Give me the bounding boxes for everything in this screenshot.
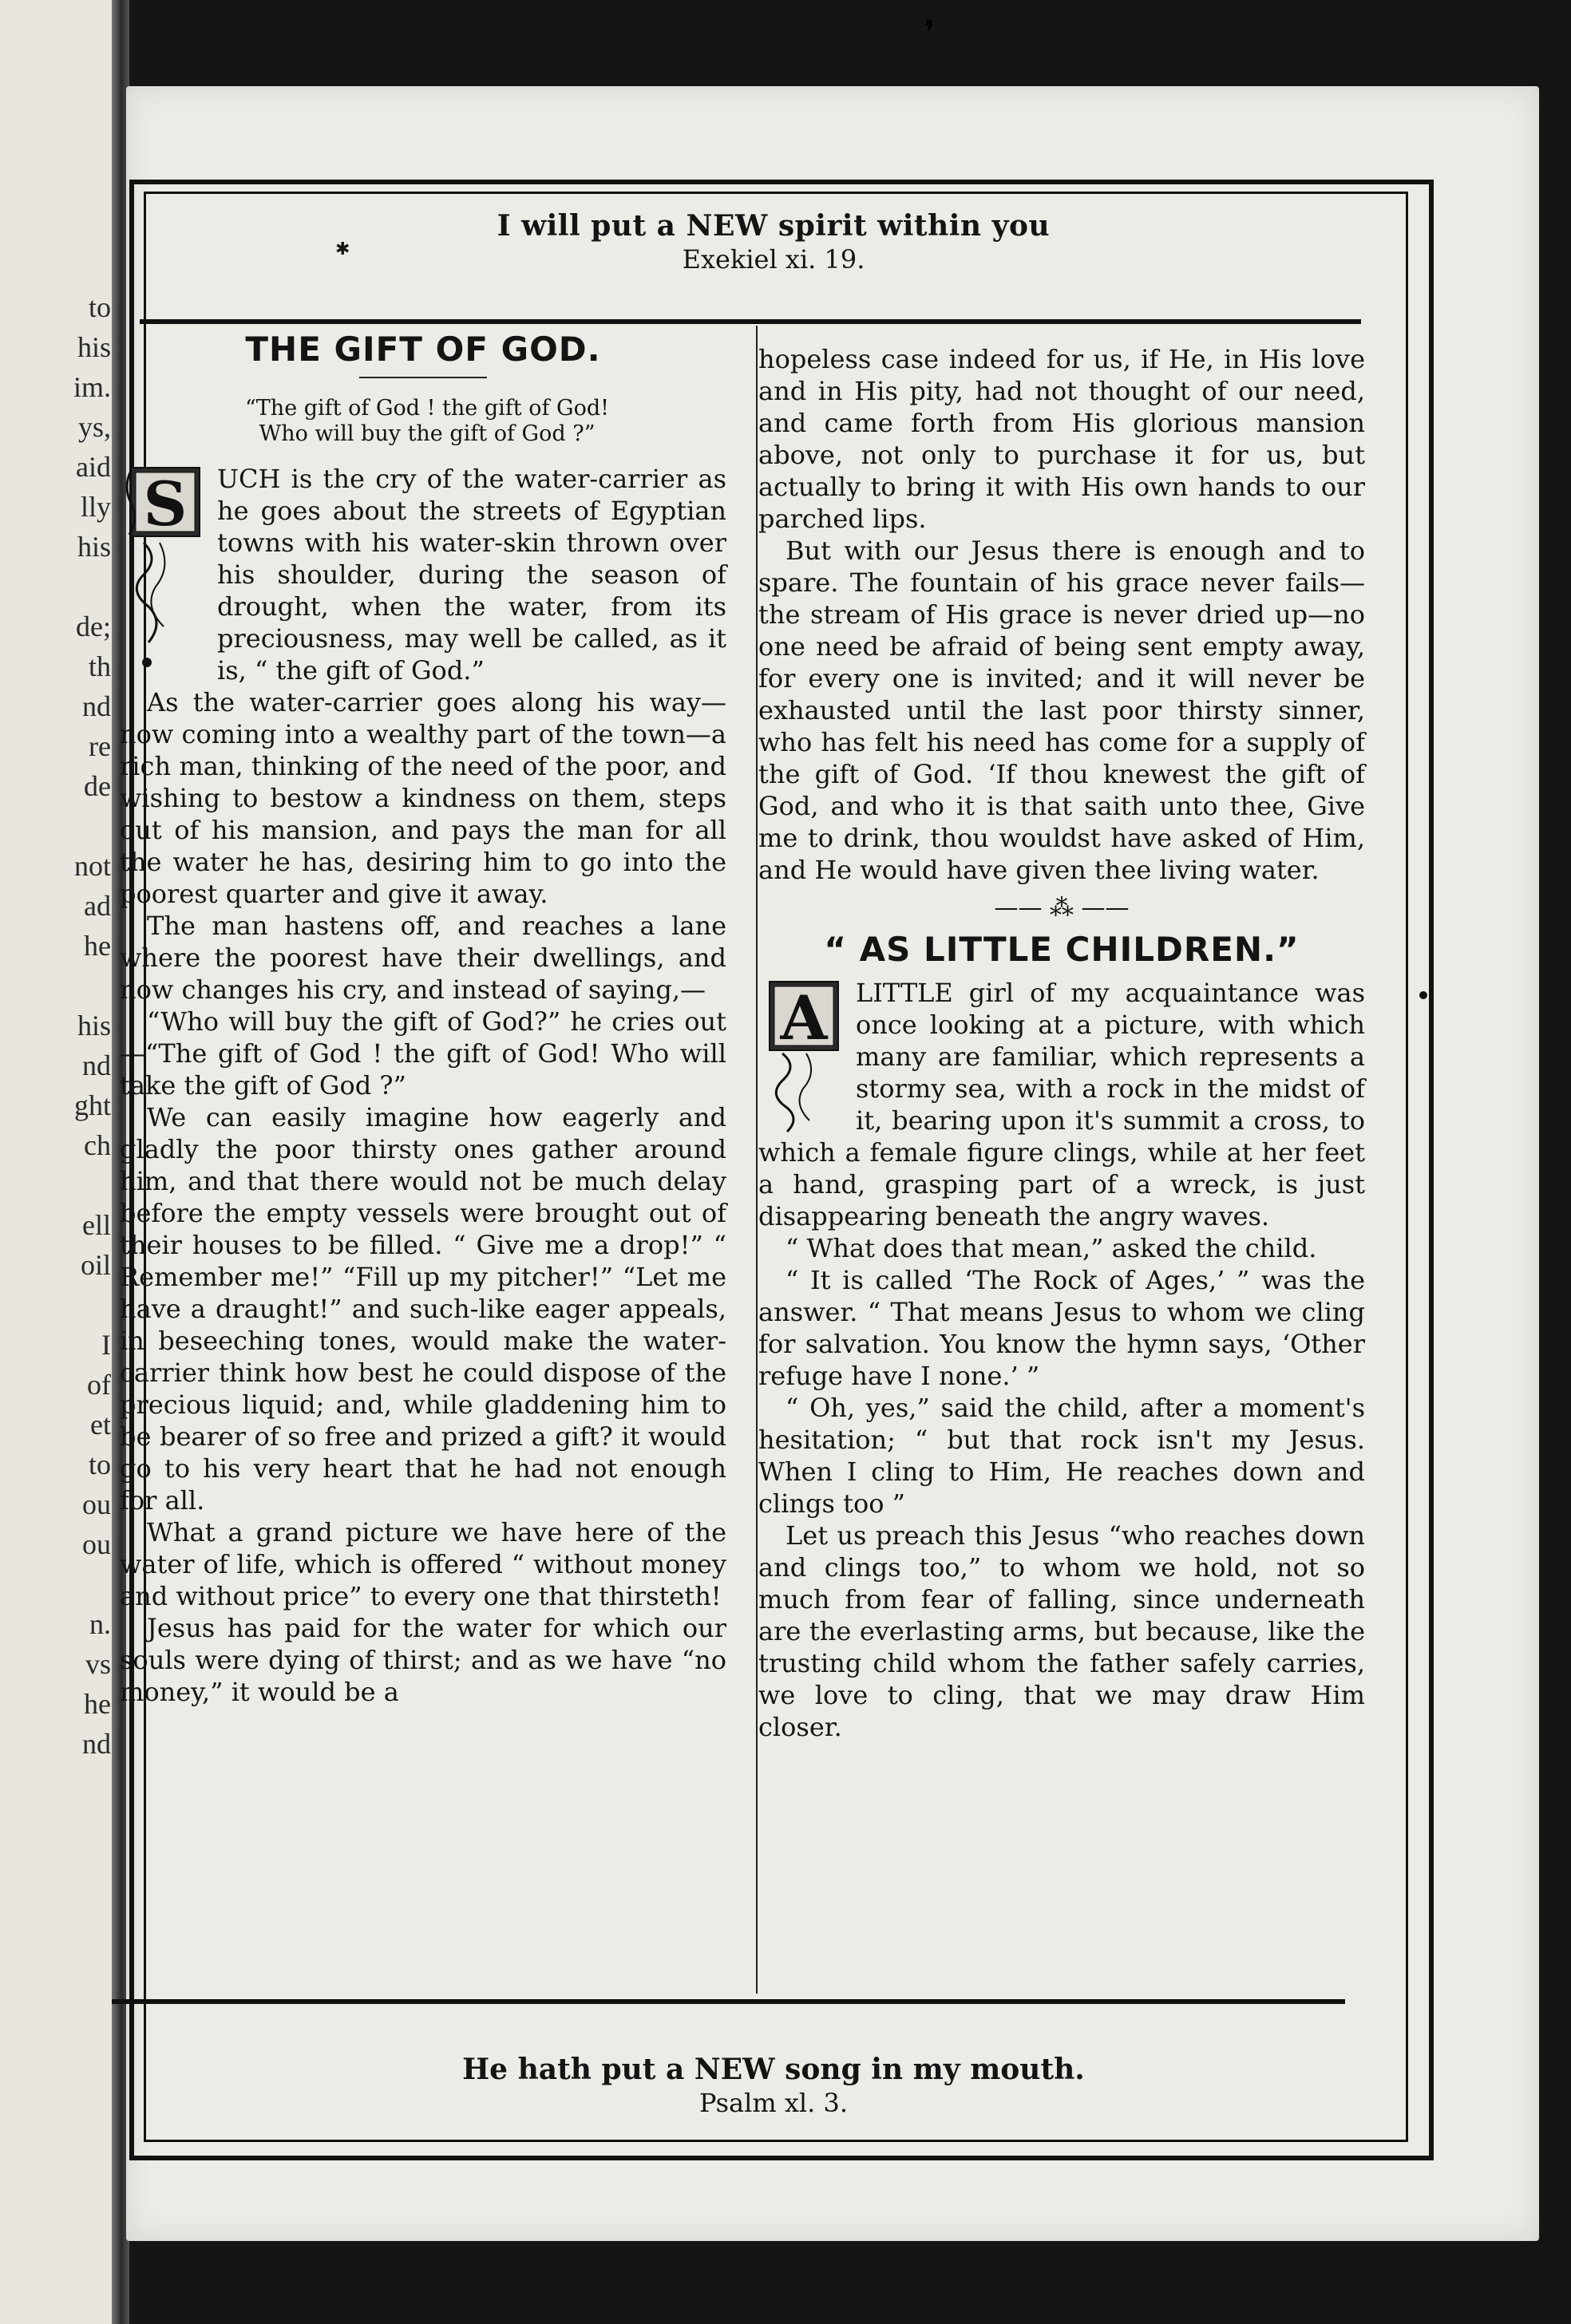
paragraph: Let us preach this Jesus “who reaches down and clings too,” to whom we hold, not so much from fear of falling, since underneath are the everlasting arms, but because, like the trusting child whom the father safely carries, we love to cling, that we may draw Him closer. (758, 1520, 1365, 1742)
footer-quote-reference: Psalm xl. 3. (698, 2088, 849, 2118)
right-column (758, 343, 1365, 1743)
ornamental-dropcap-a-icon (758, 977, 846, 1136)
footer-quote-text: He hath put a NEW song in my mouth. (462, 2053, 1085, 2086)
title-underline (359, 377, 487, 378)
paragraph: hopeless case indeed for us, if He, in His love and in His pity, had not thought of our need, and came forth from His glorious mansion above, not only to purchase it for us, but actually to bring it with His own hands to our parched lips. (758, 344, 1365, 534)
facing-page-edge (0, 0, 116, 2324)
article-body-gift (120, 463, 726, 1708)
ink-mark-icon: ❜ (924, 14, 935, 51)
paragraph: “ What does that mean,” asked the child. (786, 1233, 1317, 1263)
epigraph-line: Who will buy the gift of God ?” (259, 421, 596, 446)
article-title-as-little-children: “ AS LITTLE CHILDREN.” (824, 930, 1300, 969)
paragraph: We can easily imagine how eagerly and gladly the poor thirsty ones gather around him, and that there would not be much delay before the empty vessels were brought out of their houses to be filled. “ Give me a drop!” “ Remember me!” “Fill up my pitcher!” “Let me have a draught!” and such-like eager appeals, in beseeching tones, would make the water-carrier think how best he could dispose of the precious liquid; and, while gladdening him to be bearer of so free and prized a gift? it would go to his very heart that he had not enough for all. (120, 1102, 726, 1516)
paragraph: UCH is the cry of the water-carrier as he goes about the streets of Egyptian towns with his water-skin thrown over his shoulder, during the season of drought, when the water, from its preciousness, may well be called, as it is, “ the gift of God.” (217, 464, 726, 686)
header-quote-reference: Exekiel xi. 19. (682, 244, 865, 275)
dropcap-letter: A (780, 982, 828, 1053)
header-quote (144, 209, 1403, 275)
paragraph: “Who will buy the gift of God?” he cries out—“The gift of God ! the gift of God! Who will take the gift of God ?” (120, 1006, 726, 1101)
footer-quote (144, 2053, 1403, 2118)
facing-page-text: to his im. ys, aid lly his de; th nd re de not ad he his nd ght ch ell oil I of et to ou ou n. vs he nd (73, 291, 111, 1760)
bottom-rule (112, 1999, 1345, 2004)
section-ornament-icon: —— ⁂ —— (994, 894, 1130, 922)
article-body-children (758, 977, 1365, 1743)
ornamental-dropcap-s-icon (120, 463, 208, 678)
paragraph: Jesus has paid for the water for which our souls were dying of thirst; and as we have “no money,” it would be a (120, 1613, 726, 1707)
paragraph: What a grand picture we have here of the water of life, which is offered “ without money and without price” to every one that thirsteth! (120, 1517, 726, 1611)
paragraph: The man hastens off, and reaches a lane where the poorest have their dwellings, and now changes his cry, and instead of saying,— (120, 911, 726, 1005)
top-rule (140, 319, 1361, 324)
paragraph: “ Oh, yes,” said the child, after a moment's hesitation; “ but that rock isn't my Jesus. When I cling to Him, He reaches down and clings too ” (758, 1393, 1365, 1519)
paragraph: But with our Jesus there is enough and to spare. The fountain of his grace never fails—the stream of His grace is never dried up—no one need be afraid of being sent empty away, for every one is invited; and it will never be exhausted until the last poor thirsty sinner, who has felt his need has come for a supply of the gift of God. ‘If thou knewest the gift of God, and who it is that saith unto thee, Give me to drink, thou wouldst have asked of Him, and He would have given thee living water. (758, 536, 1365, 885)
paragraph: LITTLE girl of my acquaintance was once looking at a picture, with which many are familiar, which represents a stormy sea, with a rock in the midst of it, bearing upon it's summit a cross, to which a female figure clings, while at her feet a hand, grasping part of a wreck, is just disappearing beneath the angry waves. (758, 978, 1365, 1231)
paragraph: “ It is called ‘The Rock of Ages,’ ” was the answer. “ That means Jesus to whom we cling for salvation. You know the hymn says, ‘Other refuge have I none.’ ” (758, 1265, 1365, 1391)
header-quote-text: I will put a NEW spirit within you (497, 209, 1051, 243)
paragraph: As the water-carrier goes along his way—now coming into a wealthy part of the town—a rich man, thinking of the need of the poor, and wishing to bestow a kindness on them, steps out of his mansion, and pays the man for all the water he has, desiring him to go into the poorest quarter and give it away. (120, 687, 726, 909)
margin-dot-icon (1419, 991, 1427, 999)
column-divider (756, 326, 758, 1994)
dropcap-letter: S (143, 468, 188, 540)
left-column (120, 327, 726, 1708)
article-title-gift-of-god: THE GIFT OF GOD. (245, 330, 601, 369)
epigraph (120, 396, 726, 447)
epigraph-line: “The gift of God ! the gift of God! (245, 396, 609, 421)
asterisk-mark-icon: ✱ (335, 239, 350, 259)
